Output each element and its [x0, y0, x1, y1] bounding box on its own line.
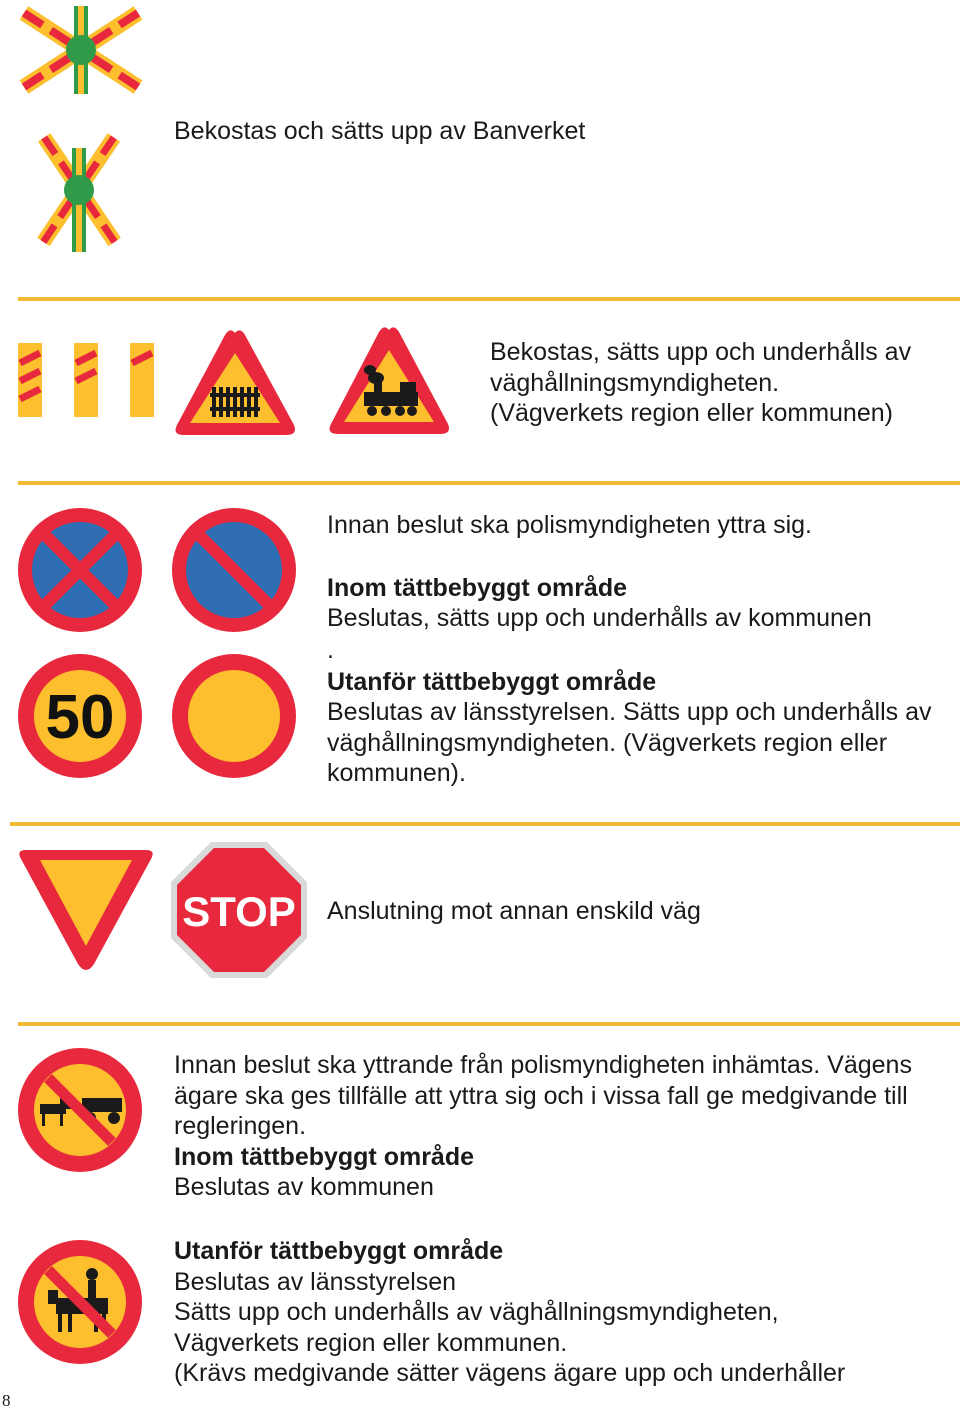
- text-line: kommunen).: [327, 759, 466, 787]
- speed-limit-label: 50: [45, 683, 115, 752]
- text-line: Anslutning mot annan enskild väg: [327, 897, 701, 925]
- text-line: Bekostas, sätts upp och underhålls av: [490, 338, 912, 366]
- text-line: Innan beslut ska polismyndigheten yttra sig.: [327, 511, 812, 539]
- stop-label: STOP: [182, 888, 296, 935]
- page-number: 8: [2, 1391, 11, 1410]
- yield-icon: [18, 850, 154, 972]
- section-crossing-text: [490, 337, 911, 429]
- text-heading: Utanför tättbebyggt område: [327, 667, 657, 696]
- section-animal-text-a: [174, 1050, 912, 1203]
- text-line: ägare ska ges tillfälle att yttra sig och i vissa fall ge medgivande till: [174, 1081, 908, 1110]
- distance-posts-icon: [18, 343, 154, 417]
- text-line: Vägverkets region eller kommunen.: [174, 1328, 568, 1357]
- gated-crossing-warning-icon: [172, 327, 298, 439]
- railway-double-crossbuck-icon: [36, 128, 122, 252]
- stop-icon: [171, 842, 307, 978]
- text-line: Beslutas, sätts upp och underhålls av kommunen: [327, 604, 872, 632]
- text-heading: Inom tättbebyggt område: [327, 573, 628, 602]
- no-horse-drawn-vehicles-icon: [18, 1048, 142, 1172]
- text-line: (Krävs medgivande sätter vägens ägare upp och underhåller: [174, 1359, 846, 1387]
- speed-limit-50-icon: [18, 654, 142, 778]
- ungated-crossing-warning-icon: [326, 324, 452, 438]
- text-line: regleringen.: [174, 1112, 307, 1140]
- text-line: Beslutas av länsstyrelsen. Sätts upp och underhålls av: [327, 698, 932, 726]
- text-line: .: [327, 635, 334, 664]
- no-stopping-icon: [18, 508, 142, 632]
- text-line: (Vägverkets region eller kommunen): [490, 399, 893, 427]
- text-line: Beslutas av länsstyrelsen: [174, 1267, 457, 1296]
- section-divider: [10, 822, 960, 826]
- section-yield-text: [327, 896, 701, 927]
- no-vehicles-icon: [172, 654, 296, 778]
- no-riding-icon: [18, 1240, 142, 1364]
- text-heading: Utanför tättbebyggt område: [174, 1237, 504, 1265]
- text-heading: Inom tättbebyggt område: [174, 1142, 475, 1171]
- text-line: väghållningsmyndigheten.: [490, 368, 780, 397]
- text-line: Sätts upp och underhålls av väghållningsmyndigheten,: [174, 1298, 779, 1326]
- section-divider: [18, 297, 960, 301]
- text-line: Innan beslut ska yttrande från polismyndigheten inhämtas. Vägens: [174, 1051, 912, 1079]
- section-divider: [18, 481, 960, 485]
- railway-crossbuck-icon: [18, 6, 144, 94]
- text-line: Beslutas av kommunen: [174, 1173, 434, 1201]
- no-parking-icon: [172, 508, 296, 632]
- text-line: väghållningsmyndigheten. (Vägverkets region eller: [327, 728, 888, 757]
- section-animal-text-b: [174, 1236, 845, 1389]
- section-railway-text: [174, 116, 585, 147]
- section-parking-text: [327, 510, 932, 789]
- text-line: Bekostas och sätts upp av Banverket: [174, 117, 586, 145]
- section-divider: [18, 1022, 960, 1026]
